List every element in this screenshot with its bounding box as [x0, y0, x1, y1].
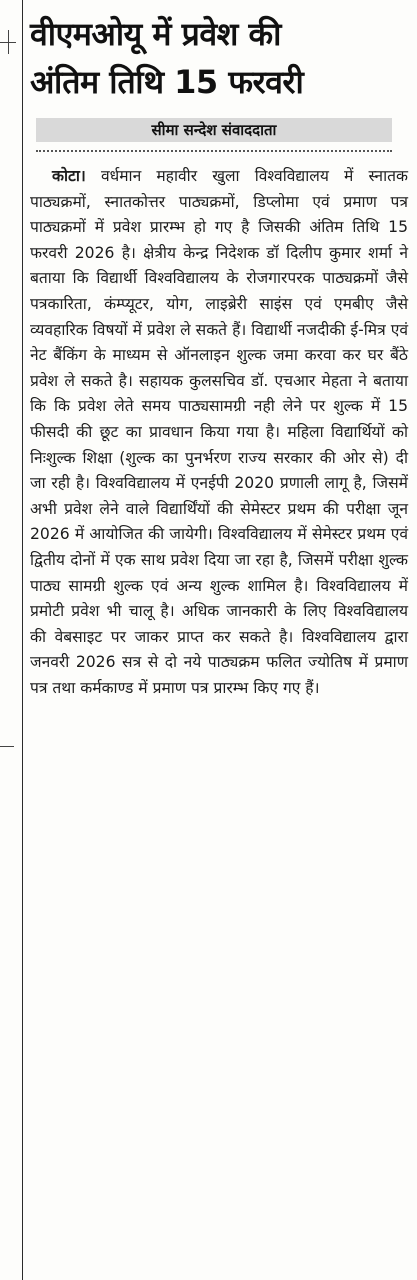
article-body: [30, 164, 412, 701]
headline-line-1: वीएमओयू में प्रवेश की: [30, 15, 281, 53]
dotted-divider: [36, 150, 392, 152]
article-paragraph: [30, 164, 408, 701]
column-rule: [22, 0, 23, 1280]
crop-mark: [0, 746, 14, 747]
dateline: कोटा।: [52, 167, 86, 185]
news-article: [30, 10, 412, 701]
headline: [30, 10, 412, 106]
article-text: वर्धमान महावीर खुला विश्वविद्यालय में स्नातक पाठ्यक्रमों, स्नातकोत्तर पाठ्यक्रमों, डिप्लोमा एवं प्रमाण पत्र पाठ्यक्रमों में प्रवेश प्रारम्भ हो गए है जिसकी अंतिम तिथि 15 फरवरी 2026 है। क्षेत्रीय केन्द्र निदेशक डॉ दिलीप कुमार शर्मा ने बताया कि विद्यार्थी विश्वविद्यालय के रोजगारपरक पाठ्यक्रमों जैसे पत्रकारिता, कंम्प्यूटर, योग, लाइब्रेरी साइंस एवं एमबीए जैसे व्यवहारिक विषयों में प्रवेश ले सकते हैं। विद्यार्थी नजदीकी ई-मित्र एवं नेट बैंकिंग के माध्यम से ऑनलाइन शुल्क जमा करवा कर घर बैंठे प्रवेश ले सकते है। सहायक कुलसचिव डॉ. एचआर मेहता ने बताया कि कि प्रवेश लेते समय पाठ्यसामग्री नही लेने पर शुल्क में 15 फीसदी की छूट का प्रावधान किया गया है। महिला विद्यार्थियों को निःशुल्क शिक्षा (शुल्क का पुनर्भरण राज्य सरकार की ओर से) दी जा रही है। विश्वविद्यालय में एनईपी 2020 प्रणाली लागू है, जिसमें अभी प्रवेश लेने वाले विद्यार्थिंयों की सेमेस्टर प्रथम की परीक्षा जून 2026 में आयोजित की जायेगी। विश्वविद्यालय में सेमेस्टर प्रथम एवं द्वितीय दोनों में एक साथ प्रवेश दिया जा रहा है, जिसमें परीक्षा शुल्क पाठ्य सामग्री शुल्क एवं अन्य शुल्क शामिल है। विश्वविद्यालय में प्रमोटी प्रवेश भी चालू है। अधिक जानकारी के लिए विश्वविद्यालय की वेबसाइट पर जाकर प्राप्त कर सकते है। विश्वविद्यालय द्वारा जनवरी 2026 सत्र से दो नये पाठ्यक्रम फलित ज्योतिष में प्रमाण पत्र तथा कर्मकाण्ड में प्रमाण पत्र प्रारम्भ किए गए हैं।: [30, 167, 408, 697]
headline-line-2: अंतिम तिथि 15 फरवरी: [30, 63, 304, 101]
byline: सीमा सन्देश संवाददाता: [36, 118, 392, 142]
crop-mark: [8, 30, 9, 54]
